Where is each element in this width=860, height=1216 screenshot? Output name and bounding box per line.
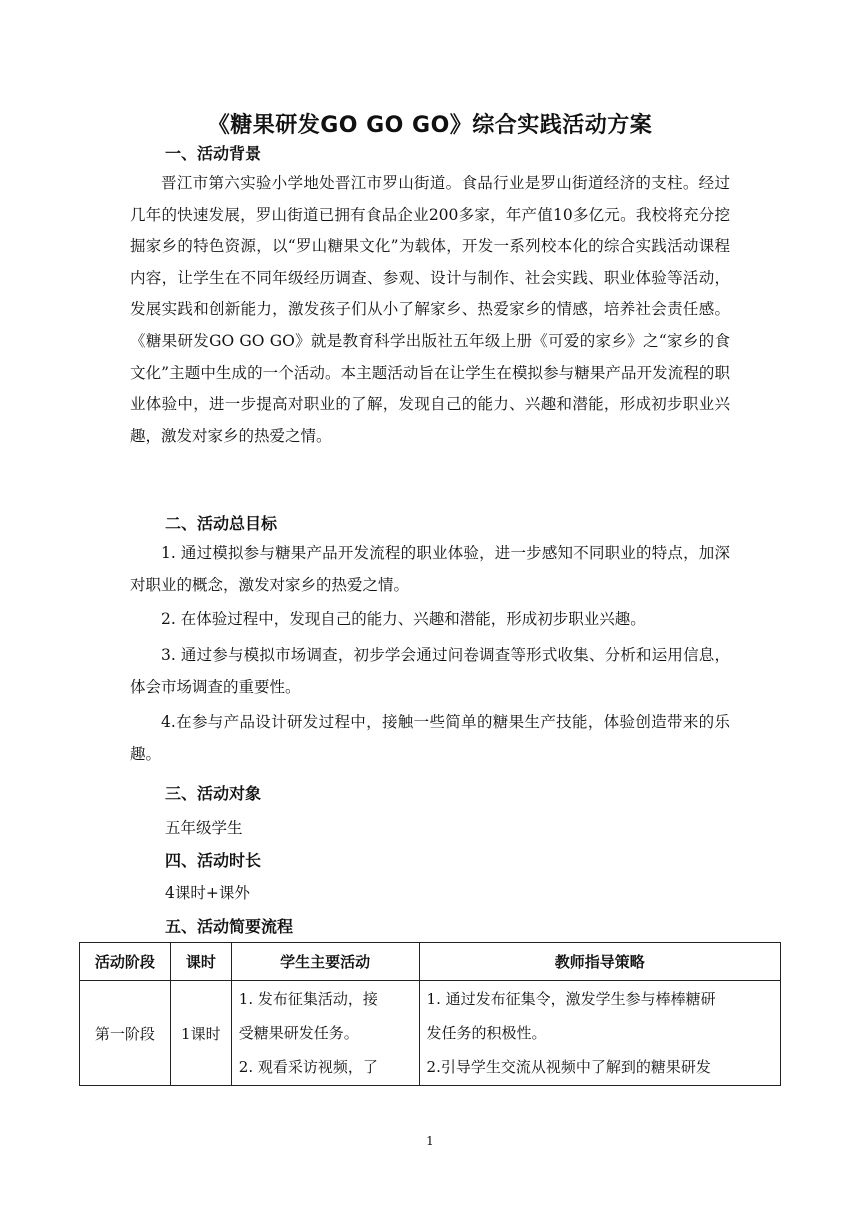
teacher-line-3: 2.引导学生交流从视频中了解到的糖果研发 [426,1058,711,1076]
goal-item-3: 3. 通过参与模拟市场调查，初步学会通过问卷调查等形式收集、分析和运用信息，体会市场调查的重要性。 [130,646,730,696]
student-line-1: 1. 发布征集活动，接 [238,990,378,1008]
process-table [79,942,781,1086]
cell-student-activity [231,981,419,1086]
target-text: 五年级学生 [165,819,243,837]
heading-background: 一、活动背景 [165,144,262,163]
header-teacher-strategy: 教师指导策略 [419,943,780,981]
page-number: 1 [426,1134,434,1148]
heading-duration: 四、活动时长 [165,851,262,870]
heading-goals: 二、活动总目标 [165,514,278,533]
teacher-line-2: 发任务的积极性。 [426,1024,547,1042]
goal-item-1: 1. 通过模拟参与糖果产品开发流程的职业体验，进一步感知不同职业的特点，加深对职业的概念，激发对家乡的热爱之情。 [130,544,730,594]
student-line-3: 2. 观看采访视频，了 [238,1058,378,1076]
teacher-line-1: 1. 通过发布征集令，激发学生参与棒棒糖研 [426,990,716,1008]
table-header-row [80,943,781,981]
heading-target: 三、活动对象 [165,784,262,803]
cell-stage: 第一阶段 [80,981,171,1086]
cell-hours: 1课时 [170,981,231,1086]
background-paragraph: 晋江市第六实验小学地处晋江市罗山街道。食品行业是罗山街道经济的支柱。经过几年的快速发展，罗山街道已拥有食品企业200多家，年产值10多亿元。我校将充分挖掘家乡的特色资源，以“罗山糖果文化”为载体，开发一系列校本化的综合实践活动课程内容，让学生在不同年级经历调查、参观、设计与制作、社会实践、职业体验等活动，发展实践和创新能力，激发孩子们从小了解家乡、热爱家乡的情感，培养社会责任感。《糖果研发GO GO GO》就是教育科学出版社五年级上册《可爱的家乡》之“家乡的食文化”主题中生成的一个活动。本主题活动旨在让学生在模拟参与糖果产品开发流程的职业体验中，进一步提高对职业的了解，发现自己的能力、兴趣和潜能，形成初步职业兴趣，激发对家乡的热爱之情。 [130,174,730,445]
table-row [80,981,781,1086]
document-title: 《糖果研发GO GO GO》综合实践活动方案 [207,113,653,138]
heading-process: 五、活动简要流程 [165,917,294,936]
header-student-activity: 学生主要活动 [231,943,419,981]
header-hours: 课时 [170,943,231,981]
header-stage: 活动阶段 [80,943,171,981]
cell-teacher-strategy [419,981,780,1086]
duration-text: 4课时+课外 [165,884,250,902]
goal-item-2: 2. 在体验过程中，发现自己的能力、兴趣和潜能，形成初步职业兴趣。 [161,610,646,628]
goal-item-4: 4.在参与产品设计研发过程中，接触一些简单的糖果生产技能，体验创造带来的乐趣。 [130,713,730,763]
student-line-2: 受糖果研发任务。 [238,1024,359,1042]
